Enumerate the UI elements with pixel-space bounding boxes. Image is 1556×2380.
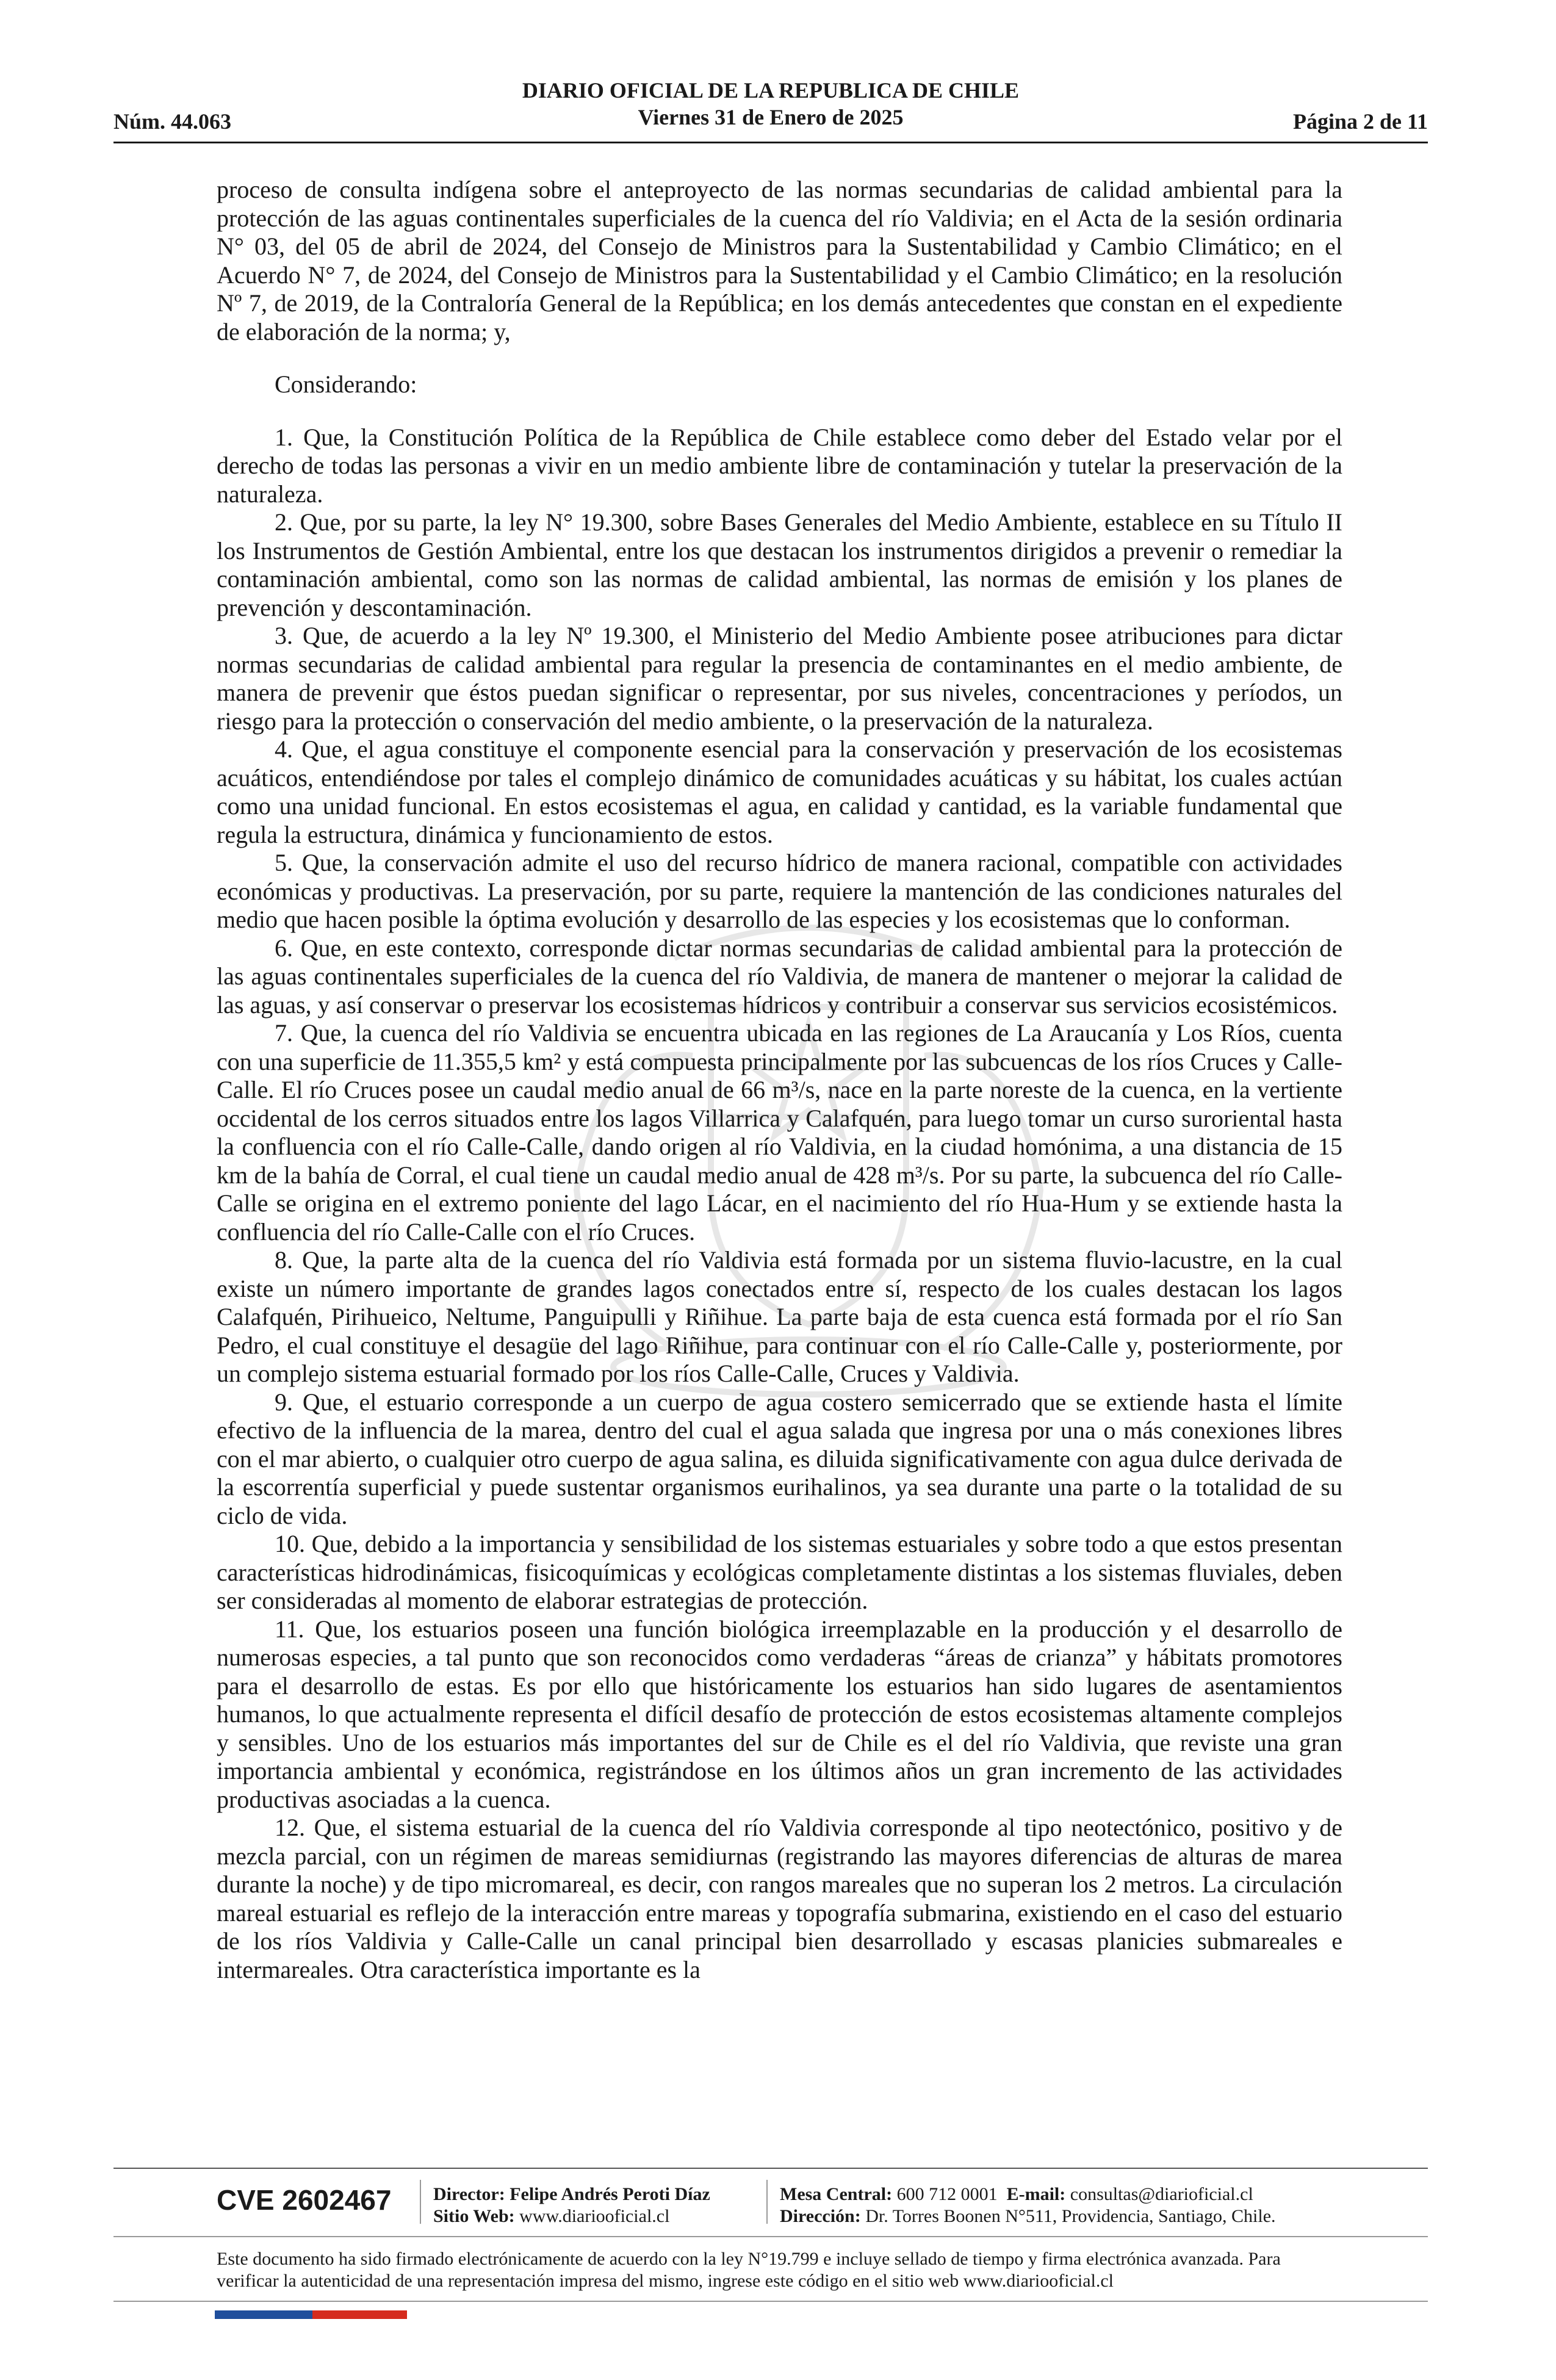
paragraph-5: 5. Que, la conservación admite el uso del recurso hídrico de manera racional, compatible con actividades económicas y productivas. La preservación, por su parte, requiere la mantención de las condiciones naturales del medio que hacen posible la óptima evolución y desarrollo de las especies y los ecosistemas que lo conforman.: [217, 849, 1342, 933]
footer-contact-block: [780, 2183, 1276, 2227]
legal-notice: Este documento ha sido firmado electrónicamente de acuerdo con la ley N°19.799 e incluye sellado de tiempo y firma electrónica avanzada. Para verificar la autenticidad de una representación impresa del mismo, ingrese este código en el sitio web www.diariooficial.cl: [217, 2249, 1281, 2291]
paragraph-11: 11. Que, los estuarios poseen una función biológica irreemplazable en la producción y el desarrollo de numerosas especies, a tal punto que son reconocidos como verdaderas “áreas de crianza” y hábitats promotores para el desarrollo de estas. Es por ello que históricamente los estuarios han sido lugares de asentamientos humanos, lo que actualmente representa el difícil desafío de protección de estos ecosistemas altamente complejos y sensibles. Uno de los estuarios más importantes del sur de Chile es el del río Valdivia, que reviste una gran importancia ambiental y económica, registrándose en los últimos años un gran incremento de las actividades productivas asociadas a la cuenca.: [217, 1615, 1342, 1813]
page-number: Página 2 de 11: [1292, 109, 1428, 134]
paragraph-8: 8. Que, la parte alta de la cuenca del río Valdivia está formada por un sistema fluvio-lacustre, en la cual existe un número importante de grandes lagos conectados entre sí, respecto de los cuales destacan los lagos Calafquén, Pirihueico, Neltume, Panguipulli y Riñihue. La parte baja de esta cuenca está formada por el río San Pedro, el cual constituye el desagüe del lago Riñihue, para continuar con el río Calle-Calle y, posteriormente, por un complejo sistema estuarial formado por los ríos Calle-Calle, Cruces y Valdivia.: [217, 1246, 1342, 1387]
email-link[interactable]: consultas@diarioficial.cl: [1070, 2184, 1253, 2204]
flag-stripe-blue: [215, 2310, 312, 2319]
paragraph-3: 3. Que, de acuerdo a la ley Nº 19.300, el Ministerio del Medio Ambiente posee atribuciones para dictar normas secundarias de calidad ambiental para regular la presencia de contaminantes en el medio ambiente, de manera de prevenir que éstos puedan significar o representar, por sus niveles, concentraciones y períodos, un riesgo para la protección o conservación del medio ambiente, o la preservación de la naturaleza.: [217, 622, 1342, 735]
phone-label: Mesa Central:: [780, 2184, 893, 2204]
email-label: E-mail:: [1006, 2184, 1066, 2204]
flag-stripe-red: [312, 2310, 407, 2319]
issue-number: Núm. 44.063: [113, 109, 232, 134]
document-body: [217, 176, 1342, 1984]
paragraph-6: 6. Que, en este contexto, corresponde dictar normas secundarias de calidad ambiental para la protección de las aguas continentales superficiales de la cuenca del río Valdivia, de manera de mantener o mejorar la calidad de las aguas, y así conservar o preservar los ecosistemas hídricos y contribuir a conservar sus servicios ecosistémicos.: [217, 934, 1342, 1019]
publication-date: Viernes 31 de Enero de 2025: [638, 105, 904, 129]
considerando-heading: Considerando:: [275, 370, 417, 398]
paragraph-9: 9. Que, el estuario corresponde a un cuerpo de agua costero semicerrado que se extiende hasta el límite efectivo de la influencia de la marea, dentro del cual el agua salada que ingresa por una o más conexiones libres con el mar abierto, o cualquier otro cuerpo de agua salina, es diluida significativamente con agua dulce derivada de la escorrentía superficial y puede sustentar organismos eurihalinos, ya sea durante una parte o la totalidad de su ciclo de vida.: [217, 1388, 1342, 1529]
web-label: Sitio Web:: [433, 2206, 515, 2226]
footer-divider: [113, 2236, 1428, 2237]
director-name: Felipe Andrés Peroti Díaz: [510, 2184, 710, 2204]
footer-separator: [420, 2180, 421, 2224]
director-label: Director:: [433, 2184, 505, 2204]
masthead: [113, 77, 1428, 131]
website-link[interactable]: www.diariooficial.cl: [519, 2206, 670, 2226]
address-label: Dirección:: [780, 2206, 861, 2226]
paragraph-7: 7. Que, la cuenca del río Valdivia se encuentra ubicada en las regiones de La Araucanía y Los Ríos, cuenta con una superficie de 11.355,5 km² y está compuesta principalmente por las subcuencas de los ríos Cruces y Calle-Calle. El río Cruces posee un caudal medio anual de 66 m³/s, nace en la parte noreste de la cuenca, en la vertiente occidental de los cerros situados entre los lagos Villarrica y Calafquén, para luego tomar un curso suroriental hasta la confluencia con el río Calle-Calle, dando origen al río Valdivia, en la ciudad homónima, a una distancia de 15 km de la bahía de Corral, el cual tiene un caudal medio anual de 428 m³/s. Por su parte, la subcuenca del río Calle-Calle se origina en el extremo poniente del lago Lácar, en el nacimiento del río Hua-Hum y se extiende hasta la confluencia del río Calle-Calle con el río Cruces.: [217, 1019, 1342, 1246]
paragraph-10: 10. Que, debido a la importancia y sensibilidad de los sistemas estuariales y sobre todo a que estos presentan características hidrodinámicas, fisicoquímicas y ecológicas completamente distintas a los sistemas fluviales, deben ser consideradas al momento de elaborar estrategias de protección.: [217, 1530, 1342, 1614]
paragraph-1: 1. Que, la Constitución Política de la República de Chile establece como deber del Estado velar por el derecho de todas las personas a vivir en un medio ambiente libre de contaminación y tutelar la preservación de la naturaleza.: [217, 423, 1342, 508]
footer-director-block: [433, 2183, 710, 2227]
footer-separator: [766, 2180, 768, 2224]
header-divider: [113, 142, 1428, 143]
page-header: [113, 77, 1428, 144]
phone-number: 600 712 0001: [896, 2184, 998, 2204]
footer-divider: [113, 2168, 1428, 2169]
intro-paragraph: proceso de consulta indígena sobre el anteproyecto de las normas secundarias de calidad ambiental para la protección de las aguas continentales superficiales de la cuenca del río Valdivia; en el Acta de la sesión ordinaria N° 03, del 05 de abril de 2024, del Consejo de Ministros para la Sustentabilidad y Cambio Climático; en el Acuerdo N° 7, de 2024, del Consejo de Ministros para la Sustentabilidad y el Cambio Climático; en la resolución Nº 7, de 2019, de la Contraloría General de la República; en los demás antecedentes que constan en el expediente de elaboración de la norma; y,: [217, 176, 1342, 345]
cve-code: CVE 2602467: [217, 2184, 392, 2216]
footer-divider: [113, 2301, 1428, 2302]
address: Dr. Torres Boonen N°511, Providencia, Santiago, Chile.: [865, 2206, 1276, 2226]
paragraph-12: 12. Que, el sistema estuarial de la cuenca del río Valdivia corresponde al tipo neotectónico, positivo y de mezcla parcial, con un régimen de mareas semidiurnas (registrando las mayores diferencias de alturas de marea durante la noche) y de tipo micromareal, es decir, con rangos mareales que no superan los 2 metros. La circulación mareal estuarial es reflejo de la interacción entre mareas y topografía submarina, existiendo en el caso del estuario de los ríos Valdivia y Calle-Calle un canal principal bien desarrollado y escasas planicies submareales e intermareales. Otra característica importante es la: [217, 1814, 1342, 1983]
paragraph-2: 2. Que, por su parte, la ley N° 19.300, sobre Bases Generales del Medio Ambiente, establece en su Título II los Instrumentos de Gestión Ambiental, entre los que destacan los instrumentos dirigidos a prevenir o remediar la contaminación ambiental, como son las normas de calidad ambiental, las normas de emisión y los planes de prevención y descontaminación.: [217, 508, 1342, 621]
paragraph-4: 4. Que, el agua constituye el componente esencial para la conservación y preservación de los ecosistemas acuáticos, entendiéndose por tales el complejo dinámico de comunidades acuáticas y su hábitat, los cuales actúan como una unidad funcional. En estos ecosistemas el agua, en calidad y cantidad, es la variable fundamental que regula la estructura, dinámica y funcionamiento de estos.: [217, 735, 1342, 848]
publication-title: DIARIO OFICIAL DE LA REPUBLICA DE CHILE: [522, 78, 1020, 103]
